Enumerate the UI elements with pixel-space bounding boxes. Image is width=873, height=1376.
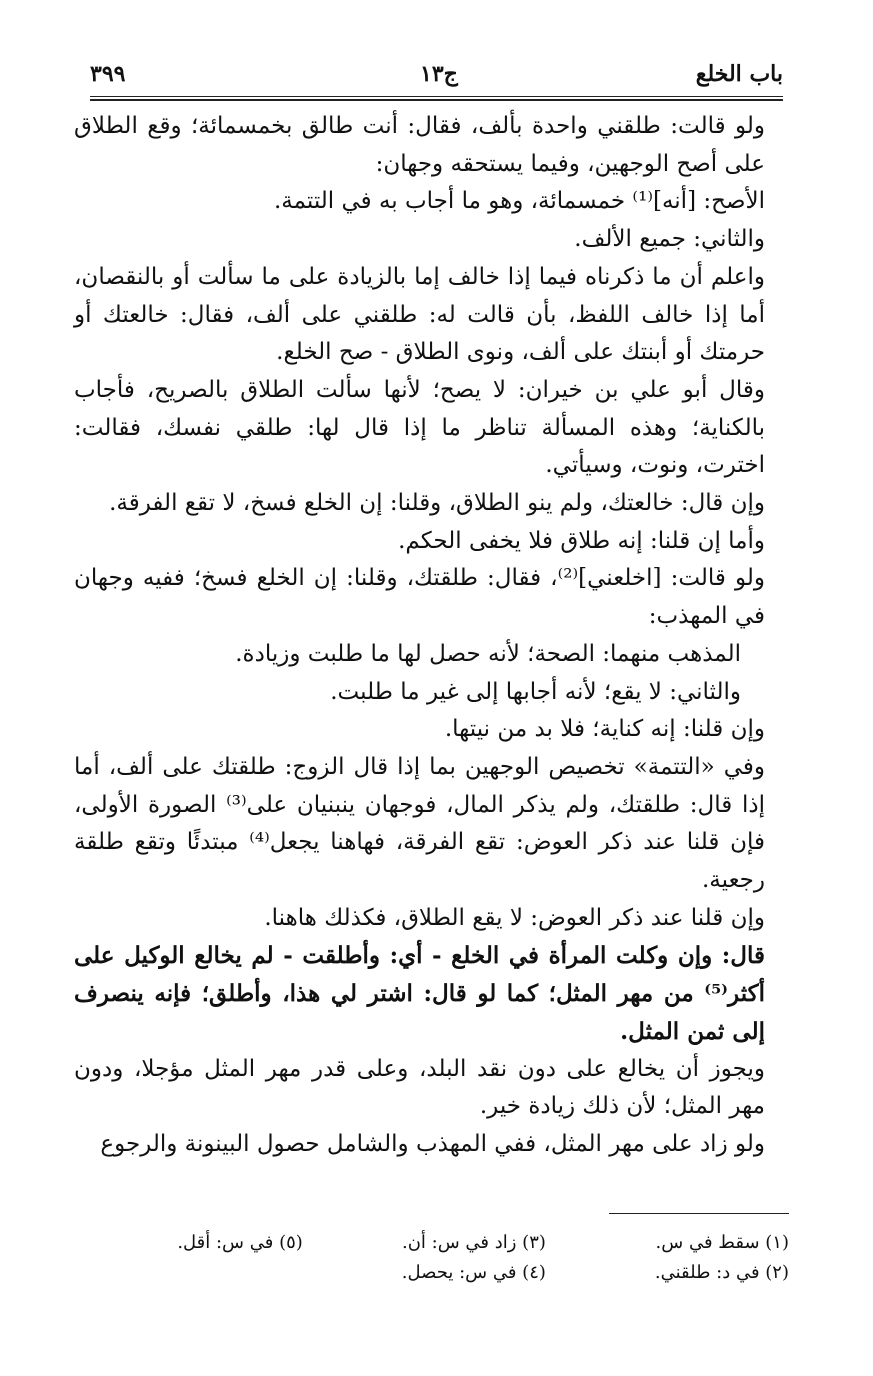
- chapter-title: باب الخلع: [695, 61, 783, 87]
- footnote: (٥) في س: أقل.: [177, 1232, 303, 1253]
- paragraph: الأصح: [أنه]⁽¹⁾ خمسمائة، وهو ما أجاب به في التتمة.: [273, 188, 765, 215]
- footnotes: [74, 1228, 789, 1288]
- paragraph: ولو زاد على مهر المثل، ففي المهذب والشامل حصول البينونة والرجوع: [100, 1130, 765, 1157]
- paragraph: قال: وإن وكلت المرأة في الخلع - أي: وأطلقت - لم يخالع الوكيل على أكثر⁽⁵⁾ من مهر المثل؛ كما لو قال: اشتر لي هذا، وأطلق؛ فإنه ينصرف إلى ثمن المثل.: [74, 942, 765, 1045]
- header-rule-thick: [90, 99, 783, 101]
- paragraph: ولو قالت: [اخلعني]⁽²⁾، فقال: طلقتك، وقلنا: إن الخلع فسخ؛ ففيه وجهان في المهذب:: [74, 565, 765, 630]
- page-number: ٣٩٩: [90, 61, 126, 87]
- paragraph: وإن قلنا عند ذكر العوض: لا يقع الطلاق، فكذلك هاهنا.: [264, 904, 765, 931]
- footnote: (٣) زاد في س: أن.: [401, 1232, 546, 1253]
- paragraph: وإن قال: خالعتك، ولم ينو الطلاق، وقلنا: إن الخلع فسخ، لا تقع الفرقة.: [109, 490, 765, 517]
- footnote: (١) سقط في س.: [655, 1232, 789, 1253]
- footnote-rule: [609, 1213, 789, 1214]
- paragraph: وإن قلنا: إنه كناية؛ فلا بد من نيتها.: [444, 716, 765, 743]
- paragraph: المذهب منهما: الصحة؛ لأنه حصل لها ما طلبت وزيادة.: [235, 640, 741, 667]
- paragraph: واعلم أن ما ذكرناه فيما إذا خالف إما بالزيادة على ما سألت أو بالنقصان، أما إذا خالف اللفظ، بأن قالت له: طلقني على ألف، فقال: خالعتك أو حرمتك أو أبنتك على ألف، ونوى الطلاق - صح الخلع.: [74, 263, 765, 366]
- paragraph: وأما إن قلنا: إنه طلاق فلا يخفى الحكم.: [398, 527, 765, 554]
- paragraph: ويجوز أن يخالع على دون نقد البلد، وعلى قدر مهر المثل مؤجلا، ودون مهر المثل؛ لأن ذلك زيادة خير.: [74, 1055, 765, 1120]
- paragraph: وفي «التتمة» تخصيص الوجهين بما إذا قال الزوج: طلقتك على ألف، أما إذا قال: طلقتك، ولم يذكر المال، فوجهان ينبنيان على⁽³⁾ الصورة الأولى، فإن قلنا عند ذكر العوض: تقع الفرقة، فهاهنا يجعل⁽⁴⁾ مبتدئًا وتقع طلقة رجعية.: [74, 753, 765, 894]
- header-rule: [90, 96, 783, 97]
- footnote: (٤) في س: يحصل.: [401, 1262, 546, 1283]
- paragraph: والثاني: لا يقع؛ لأنه أجابها إلى غير ما طلبت.: [330, 678, 741, 705]
- paragraph: والثاني: جميع الألف.: [574, 226, 765, 253]
- footnote: (٢) في د: طلقني.: [654, 1262, 789, 1283]
- main-text: [74, 108, 789, 1164]
- volume-number: ج١٣: [420, 61, 458, 87]
- paragraph: وقال أبو علي بن خيران: لا يصح؛ لأنها سألت الطلاق بالصريح، فأجاب بالكناية؛ وهذه المسألة تناظر ما إذا قال لها: طلقي نفسك، فقالت: اخترت، ونوت، وسيأتي.: [74, 376, 765, 479]
- running-header: [90, 58, 783, 94]
- paragraph: ولو قالت: طلقني واحدة بألف، فقال: أنت طالق بخمسمائة؛ وقع الطلاق على أصح الوجهين، وفيما يستحقه وجهان:: [74, 113, 765, 177]
